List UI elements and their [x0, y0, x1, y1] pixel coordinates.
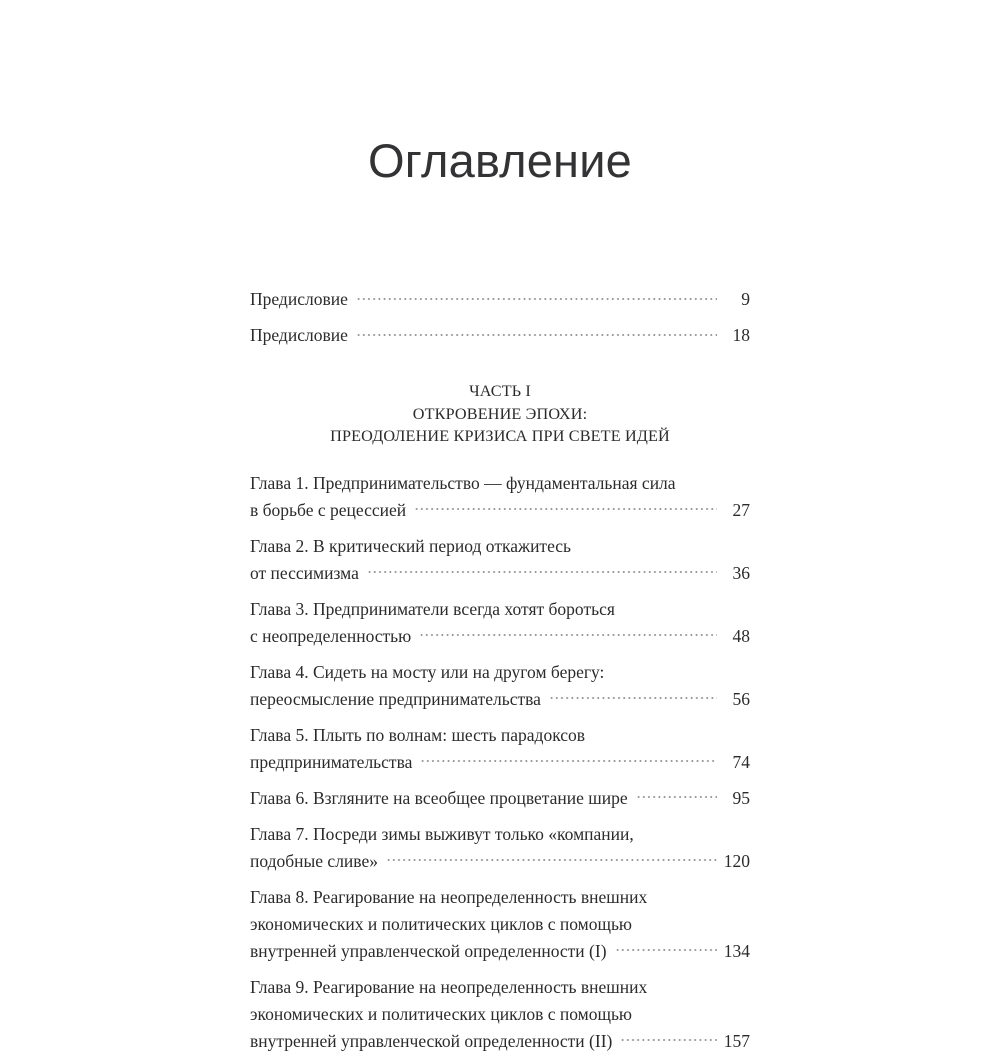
dot-leader — [620, 1029, 716, 1047]
toc-entry-title: внутренней управленческой определенности (II) — [250, 1030, 613, 1051]
toc-entry-line — [250, 785, 750, 812]
dot-leader — [356, 324, 717, 342]
toc-entry-title: с неопределенностью — [250, 625, 412, 646]
toc-entry-line — [250, 286, 750, 313]
toc-page-number: 36 — [732, 562, 750, 583]
toc-entry-line — [250, 974, 750, 1001]
part-number-label: ЧАСТЬ I — [469, 382, 531, 400]
toc-entry-title: подобные сливе» — [250, 850, 378, 871]
toc-entry-title: переосмысление предпринимательства — [250, 688, 541, 709]
toc-page-number: 74 — [732, 751, 750, 772]
toc-entry-line — [250, 659, 750, 686]
toc-entry-title: Глава 9. Реагирование на неопределенность внешних — [250, 976, 648, 997]
toc-entry-title: Глава 7. Посреди зимы выживут только «компании, — [250, 823, 634, 844]
dot-leader — [615, 939, 717, 957]
toc-entry-line — [250, 470, 750, 497]
toc-entry-title: Глава 8. Реагирование на неопределенность внешних — [250, 886, 648, 907]
toc-entry-title: Предисловие — [250, 289, 348, 309]
toc-page-number: 56 — [732, 688, 750, 709]
toc-entry-chapter-9[interactable] — [250, 974, 750, 1055]
toc-entry-title: внутренней управленческой определенности (I) — [250, 940, 607, 961]
toc-entry-front-2[interactable] — [250, 322, 750, 349]
toc-entry-line — [250, 722, 750, 749]
dot-leader — [549, 687, 717, 705]
toc-entry-title: в борьбе с рецессией — [250, 499, 407, 520]
toc-entry-title: Предисловие — [250, 325, 348, 345]
toc-entry-title: Глава 4. Сидеть на мосту или на другом берегу: — [250, 661, 605, 682]
part-title-line-1: ОТКРОВЕНИЕ ЭПОХИ: — [412, 404, 588, 423]
dot-leader — [420, 750, 717, 768]
part-title-line-2: ПРЕОДОЛЕНИЕ КРИЗИСА ПРИ СВЕТЕ ИДЕЙ — [330, 427, 670, 445]
toc-page-number: 157 — [723, 1030, 750, 1051]
toc-entry-title: Глава 6. Взгляните на всеобщее процветание шире — [250, 787, 628, 808]
toc-entry-chapter-2[interactable] — [250, 533, 750, 587]
dot-leader — [414, 498, 717, 516]
toc-entry-line — [250, 848, 750, 875]
toc-entry-line — [250, 821, 750, 848]
dot-leader — [636, 786, 717, 804]
toc-entry-title: экономических и политических циклов с помощью — [250, 913, 632, 934]
dot-leader — [386, 849, 717, 867]
toc-entry-title: Глава 3. Предприниматели всегда хотят бороться — [250, 598, 615, 619]
toc-entry-line — [250, 1001, 750, 1028]
toc-page-number: 27 — [732, 499, 750, 520]
toc-entry-title: Глава 5. Плыть по волнам: шесть парадоксов — [250, 724, 586, 745]
toc-page-number: 9 — [741, 289, 750, 309]
toc-entry-chapter-4[interactable] — [250, 659, 750, 713]
page-title: Оглавление — [367, 134, 633, 188]
toc-list — [250, 286, 750, 1064]
toc-entry-title: от пессимизма — [250, 562, 359, 583]
toc-entry-line — [250, 596, 750, 623]
part-heading — [250, 380, 750, 448]
dot-leader — [356, 288, 717, 306]
toc-entry-title: Глава 2. В критический период откажитесь — [250, 535, 572, 556]
toc-page-number: 48 — [732, 625, 750, 646]
dot-leader — [367, 561, 717, 579]
toc-entry-line — [250, 911, 750, 938]
toc-entry-line — [250, 497, 750, 524]
toc-entry-line — [250, 749, 750, 776]
toc-entry-front-1[interactable] — [250, 286, 750, 313]
toc-entry-line — [250, 533, 750, 560]
toc-entry-chapter-3[interactable] — [250, 596, 750, 650]
dot-leader — [419, 624, 717, 642]
toc-entry-chapter-7[interactable] — [250, 821, 750, 875]
toc-entry-line — [250, 623, 750, 650]
toc-entry-chapter-5[interactable] — [250, 722, 750, 776]
toc-entry-chapter-6[interactable] — [250, 785, 750, 812]
toc-page-number: 95 — [732, 787, 750, 808]
toc-entry-line — [250, 1028, 750, 1055]
toc-entry-title: предпринимательства — [250, 751, 413, 772]
toc-page-number: 134 — [723, 940, 750, 961]
toc-entry-chapter-8[interactable] — [250, 884, 750, 965]
toc-entry-line — [250, 884, 750, 911]
toc-entry-title: экономических и политических циклов с помощью — [250, 1003, 632, 1024]
toc-entry-line — [250, 322, 750, 349]
toc-entry-line — [250, 686, 750, 713]
toc-entry-line — [250, 938, 750, 965]
toc-page-number: 18 — [732, 325, 750, 345]
toc-entry-title: Глава 1. Предпринимательство — фундаментальная сила — [250, 472, 676, 493]
toc-entry-chapter-1[interactable] — [250, 470, 750, 524]
toc-entry-line — [250, 560, 750, 587]
toc-page-number: 120 — [723, 850, 750, 871]
